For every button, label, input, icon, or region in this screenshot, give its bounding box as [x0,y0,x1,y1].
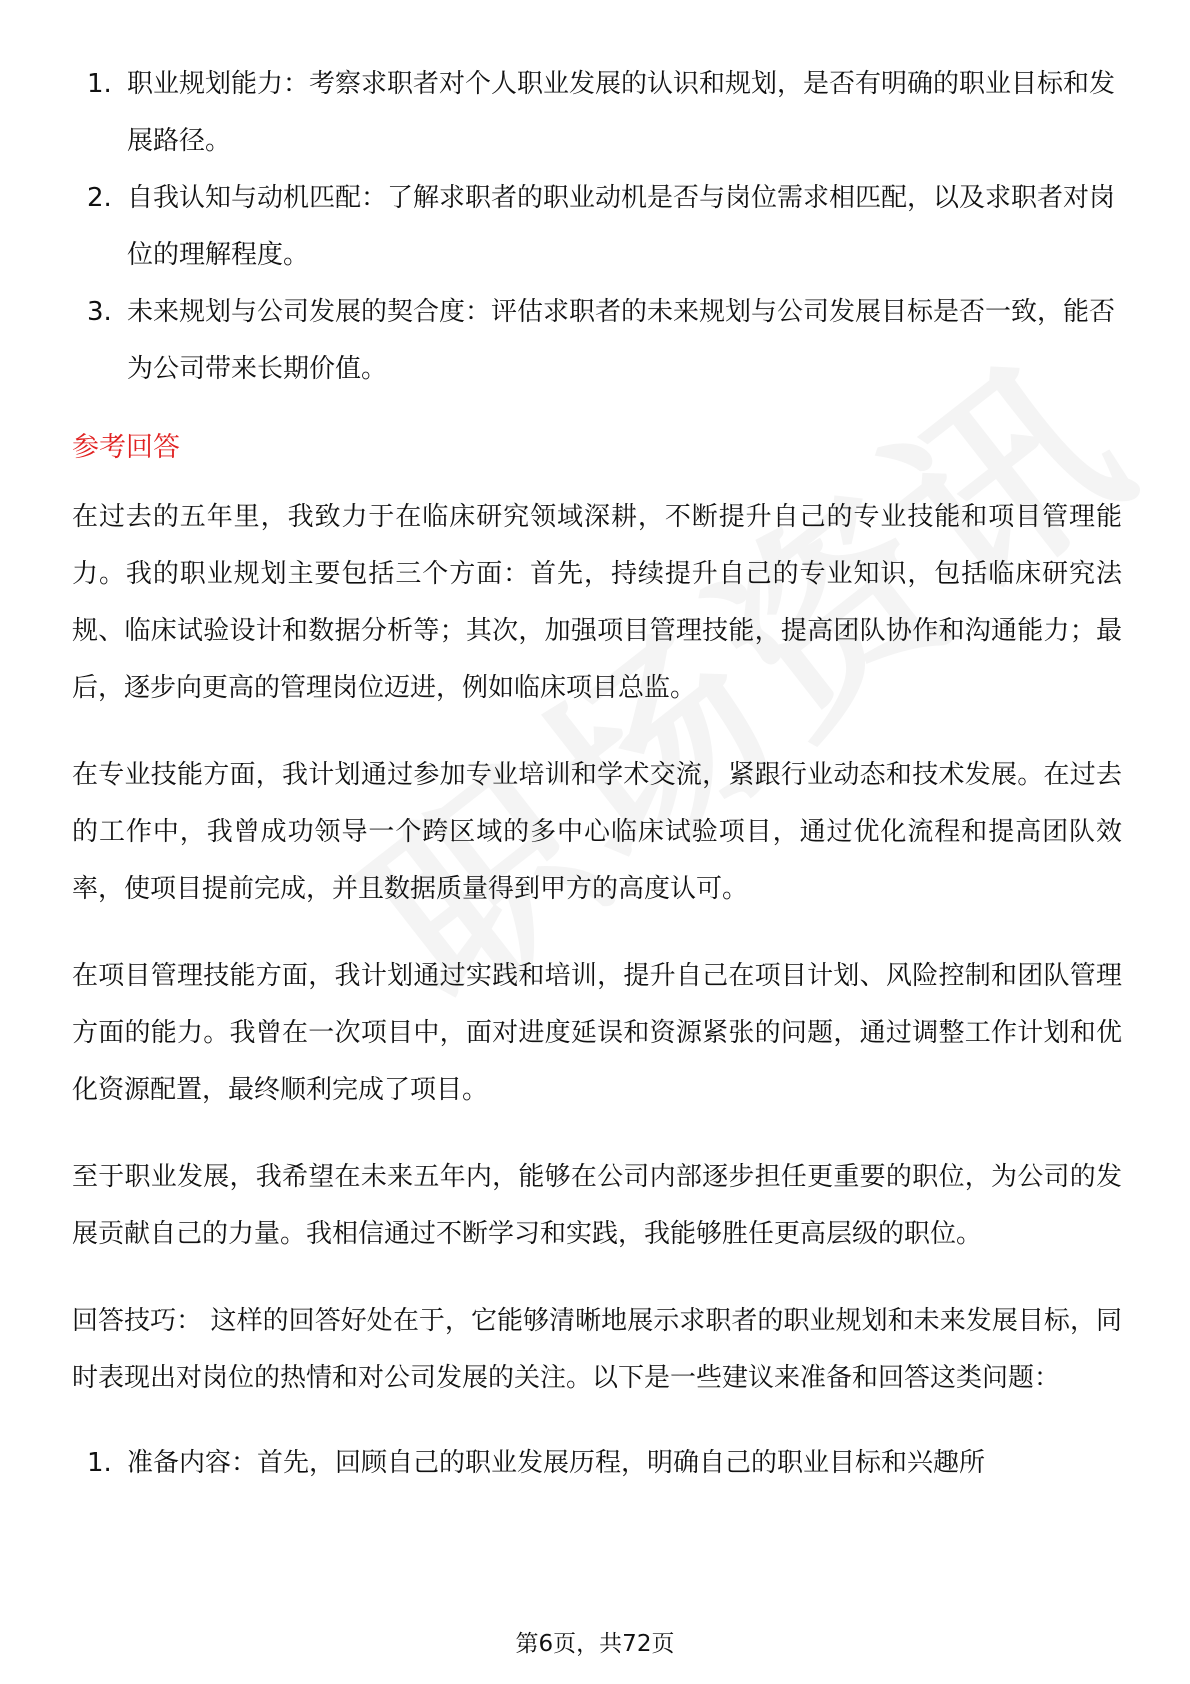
list-item [72,1435,1122,1492]
answer-paragraph: 在项目管理技能方面，我计划通过实践和培训，提升自己在项目计划、风险控制和团队管理方面的能力。我曾在一次项目中，面对进度延误和资源紧张的问题，通过调整工作计划和优化资源配置，最终顺利完成了项目。 [72,961,1122,1105]
list-item [72,284,1122,398]
list-number: 1. [87,1448,112,1478]
list-text: 准备内容：首先，回顾自己的职业发展历程，明确自己的职业目标和兴趣所 [127,1448,986,1478]
answer-paragraph: 至于职业发展，我希望在未来五年内，能够在公司内部逐步担任更重要的职位，为公司的发展贡献自己的力量。我相信通过不断学习和实践，我能够胜任更高层级的职位。 [72,1162,1122,1249]
answer-paragraph: 在过去的五年里，我致力于在临床研究领域深耕，不断提升自己的专业技能和项目管理能力。我的职业规划主要包括三个方面：首先，持续提升自己的专业知识，包括临床研究法规、临床试验设计和数据分析等；其次，加强项目管理技能，提高团队协作和沟通能力；最后，逐步向更高的管理岗位迈进，例如临床项目总监。 [72,502,1122,703]
answer-paragraph: 在专业技能方面，我计划通过参加专业培训和学术交流，紧跟行业动态和技术发展。在过去的工作中，我曾成功领导一个跨区域的多中心临床试验项目，通过优化流程和提高团队效率，使项目提前完成，并且数据质量得到甲方的高度认可。 [72,760,1122,904]
list-text: 职业规划能力：考察求职者对个人职业发展的认识和规划，是否有明确的职业目标和发展路径。 [127,69,1116,156]
list-item [72,170,1122,284]
page-content [72,56,1122,1492]
tips-list [72,1435,1122,1492]
list-text: 自我认知与动机匹配：了解求职者的职业动机是否与岗位需求相匹配，以及求职者对岗位的理解程度。 [127,183,1116,270]
page-footer: 第6页，共72页 [515,1631,675,1657]
list-number: 1. [87,69,112,99]
list-number: 3. [87,297,112,327]
criteria-list [72,56,1122,398]
list-number: 2. [87,183,112,213]
section-title: 参考回答 [72,432,180,463]
tips-paragraph: 回答技巧： 这样的回答好处在于，它能够清晰地展示求职者的职业规划和未来发展目标，同时表现出对岗位的热情和对公司发展的关注。以下是一些建议来准备和回答这类问题： [72,1306,1122,1393]
list-text: 未来规划与公司发展的契合度：评估求职者的未来规划与公司发展目标是否一致，能否为公司带来长期价值。 [127,297,1116,384]
list-item [72,56,1122,170]
